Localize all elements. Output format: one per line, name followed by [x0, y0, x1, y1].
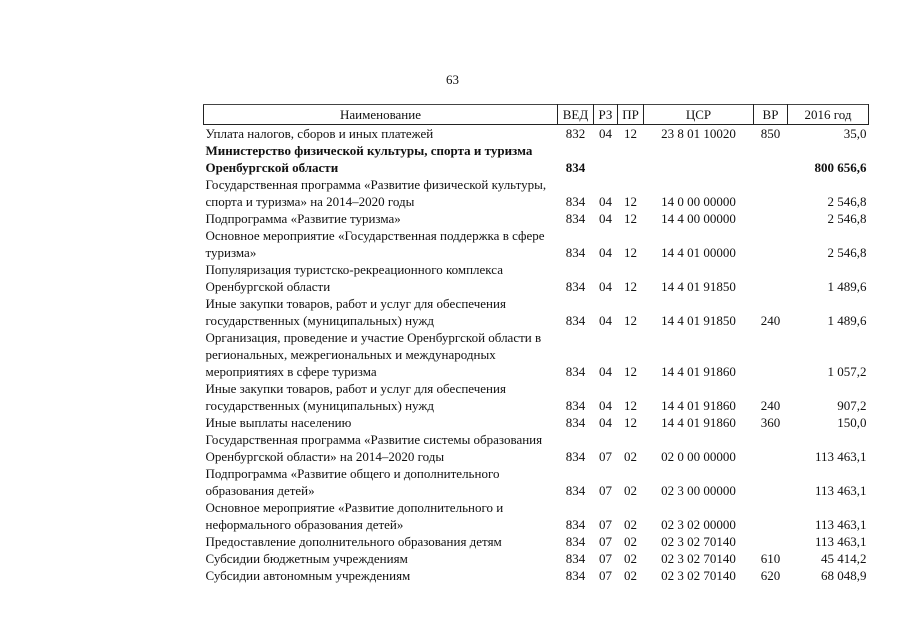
row-name: [204, 176, 558, 210]
row-name-line: образования детей»: [205, 483, 315, 498]
row-name-line: Основное мероприятие «Государственная поддержка в сфере: [205, 228, 545, 243]
row-ved: 834: [565, 568, 586, 583]
table-row: [204, 227, 869, 261]
row-ved: 834: [565, 160, 586, 175]
table-row: [204, 550, 869, 567]
row-rz: 04: [599, 398, 612, 413]
row-name: [204, 431, 558, 465]
table-row: [204, 125, 869, 143]
row-pr: 02: [624, 449, 637, 464]
row-amount: 113 463,1: [814, 483, 867, 498]
row-name: [204, 295, 558, 329]
row-vr: [754, 261, 788, 295]
row-csr: 02 0 00 00000: [661, 449, 736, 464]
row-amount: 113 463,1: [814, 517, 867, 532]
row-csr: 02 3 00 00000: [661, 483, 736, 498]
row-name: [204, 142, 558, 176]
table-row: [204, 176, 869, 210]
row-pr: 12: [624, 245, 637, 260]
table-row: [204, 261, 869, 295]
row-name: [204, 465, 558, 499]
row-rz: 07: [599, 483, 612, 498]
row-ved: 834: [565, 364, 586, 379]
row-name: [204, 210, 558, 227]
row-rz: 07: [599, 551, 612, 566]
row-ved: 834: [565, 517, 586, 532]
row-csr: [644, 142, 754, 176]
row-name-line: региональных, межрегиональных и международных: [205, 347, 496, 362]
row-rz: 04: [599, 194, 612, 209]
row-name-line: Иные закупки товаров, работ и услуг для обеспечения: [205, 381, 506, 396]
row-amount: 2 546,8: [827, 194, 867, 209]
row-name-line: Субсидии автономным учреждениям: [205, 568, 411, 583]
row-amount: 1 489,6: [827, 279, 867, 294]
header-vr: ВР: [754, 105, 788, 125]
row-name: [204, 125, 558, 143]
row-name-line: Основное мероприятие «Развитие дополнительного и: [205, 500, 504, 515]
row-pr: 12: [624, 194, 637, 209]
row-pr: 12: [624, 211, 637, 226]
row-name-line: Популяризация туристско-рекреационного комплекса: [205, 262, 503, 277]
row-name: [204, 550, 558, 567]
row-rz: 07: [599, 568, 612, 583]
row-vr: 360: [760, 415, 781, 430]
header-pr: ПР: [618, 105, 644, 125]
row-rz: 07: [599, 517, 612, 532]
row-vr: [754, 176, 788, 210]
row-vr: [754, 227, 788, 261]
row-csr: 23 8 01 10020: [661, 126, 736, 141]
row-name: [204, 380, 558, 414]
row-ved: 834: [565, 534, 586, 549]
table-row: [204, 295, 869, 329]
row-vr: [754, 533, 788, 550]
table-row: [204, 499, 869, 533]
row-csr: 14 4 01 00000: [661, 245, 736, 260]
row-vr: [754, 499, 788, 533]
row-name-line: Оренбургской области» на 2014–2020 годы: [205, 449, 445, 464]
row-rz: 04: [599, 211, 612, 226]
table-row: [204, 380, 869, 414]
row-vr: [754, 329, 788, 380]
row-amount: 1 489,6: [827, 313, 867, 328]
row-pr: 12: [624, 126, 637, 141]
page-number: 63: [446, 72, 459, 87]
row-csr: 14 4 01 91860: [661, 398, 736, 413]
row-name-line: Уплата налогов, сборов и иных платежей: [205, 126, 434, 141]
row-amount: 2 546,8: [827, 245, 867, 260]
row-name-line: Оренбургской области: [205, 160, 339, 175]
row-pr: 12: [624, 364, 637, 379]
row-name-line: Предоставление дополнительного образования детям: [205, 534, 502, 549]
row-name-line: Подпрограмма «Развитие туризма»: [205, 211, 401, 226]
row-name-line: Субсидии бюджетным учреждениям: [205, 551, 408, 566]
row-ved: 834: [565, 398, 586, 413]
row-csr: 14 4 01 91850: [661, 313, 736, 328]
row-amount: 2 546,8: [827, 211, 867, 226]
row-name-line: Организация, проведение и участие Оренбургской области в: [205, 330, 542, 345]
row-csr: 14 0 00 00000: [661, 194, 736, 209]
row-amount: 45 414,2: [821, 551, 867, 566]
row-ved: 834: [565, 483, 586, 498]
row-name: [204, 227, 558, 261]
row-pr: [618, 142, 644, 176]
row-csr: 02 3 02 00000: [661, 517, 736, 532]
row-ved: 834: [565, 194, 586, 209]
row-name-line: государственных (муниципальных) нужд: [205, 313, 434, 328]
row-amount: 35,0: [843, 126, 867, 141]
table-row: [204, 142, 869, 176]
row-rz: 04: [599, 364, 612, 379]
row-vr: 240: [760, 398, 781, 413]
row-ved: 834: [565, 415, 586, 430]
row-csr: 02 3 02 70140: [661, 551, 736, 566]
row-pr: 02: [624, 517, 637, 532]
row-ved: 832: [565, 126, 586, 141]
header-ved: ВЕД: [558, 105, 594, 125]
row-ved: 834: [565, 279, 586, 294]
table-row: [204, 465, 869, 499]
row-name-line: государственных (муниципальных) нужд: [205, 398, 434, 413]
row-name-line: Оренбургской области: [205, 279, 331, 294]
row-name-line: Иные выплаты населению: [205, 415, 352, 430]
row-name: [204, 261, 558, 295]
row-amount: 113 463,1: [814, 449, 867, 464]
table-header-row: [204, 105, 869, 125]
table-row: [204, 567, 869, 584]
row-rz: 04: [599, 245, 612, 260]
row-pr: 12: [624, 313, 637, 328]
row-vr: [754, 142, 788, 176]
row-csr: 02 3 02 70140: [661, 568, 736, 583]
header-name: Наименование: [204, 105, 558, 125]
row-amount: 113 463,1: [814, 534, 867, 549]
row-rz: 04: [599, 126, 612, 141]
table-row: [204, 210, 869, 227]
table-row: [204, 431, 869, 465]
row-name: [204, 329, 558, 380]
row-name: [204, 499, 558, 533]
row-name-line: Министерство физической культуры, спорта и туризма: [205, 143, 533, 158]
row-csr: 14 4 01 91860: [661, 415, 736, 430]
row-vr: 850: [760, 126, 781, 141]
row-amount: 1 057,2: [827, 364, 867, 379]
header-rz: РЗ: [594, 105, 618, 125]
row-ved: 834: [565, 211, 586, 226]
row-pr: 02: [624, 534, 637, 549]
table-row: [204, 329, 869, 380]
row-rz: 07: [599, 449, 612, 464]
row-vr: [754, 210, 788, 227]
row-name: [204, 414, 558, 431]
row-rz: 04: [599, 279, 612, 294]
row-pr: 02: [624, 483, 637, 498]
row-pr: 02: [624, 568, 637, 583]
row-csr: 14 4 01 91860: [661, 364, 736, 379]
row-rz: 04: [599, 313, 612, 328]
row-ved: 834: [565, 245, 586, 260]
row-rz: [594, 142, 618, 176]
row-csr: 02 3 02 70140: [661, 534, 736, 549]
row-vr: 240: [760, 313, 781, 328]
row-ved: 834: [565, 313, 586, 328]
row-vr: 610: [760, 551, 781, 566]
budget-table: [203, 104, 869, 584]
row-ved: 834: [565, 551, 586, 566]
row-amount: 800 656,6: [814, 160, 867, 175]
row-amount: 150,0: [837, 415, 867, 430]
row-name-line: Подпрограмма «Развитие общего и дополнительного: [205, 466, 500, 481]
row-pr: 02: [624, 551, 637, 566]
row-rz: 07: [599, 534, 612, 549]
row-name: [204, 567, 558, 584]
row-name-line: спорта и туризма» на 2014–2020 годы: [205, 194, 415, 209]
row-ved: 834: [565, 449, 586, 464]
row-name: [204, 533, 558, 550]
row-name-line: туризма»: [205, 245, 257, 260]
row-rz: 04: [599, 415, 612, 430]
row-pr: 12: [624, 415, 637, 430]
table-row: [204, 414, 869, 431]
row-amount: 68 048,9: [821, 568, 867, 583]
row-name-line: Иные закупки товаров, работ и услуг для обеспечения: [205, 296, 506, 311]
row-pr: 12: [624, 398, 637, 413]
row-csr: 14 4 00 00000: [661, 211, 736, 226]
row-vr: [754, 431, 788, 465]
row-vr: [754, 465, 788, 499]
header-csr: ЦСР: [644, 105, 754, 125]
table-row: [204, 533, 869, 550]
row-name-line: мероприятиях в сфере туризма: [205, 364, 377, 379]
row-csr: 14 4 01 91850: [661, 279, 736, 294]
row-name-line: Государственная программа «Развитие системы образования: [205, 432, 543, 447]
header-year: 2016 год: [788, 105, 869, 125]
row-name-line: Государственная программа «Развитие физической культуры,: [205, 177, 547, 192]
row-pr: 12: [624, 279, 637, 294]
row-vr: 620: [760, 568, 781, 583]
row-amount: 907,2: [837, 398, 867, 413]
table-body: [204, 125, 869, 585]
row-name-line: неформального образования детей»: [205, 517, 404, 532]
